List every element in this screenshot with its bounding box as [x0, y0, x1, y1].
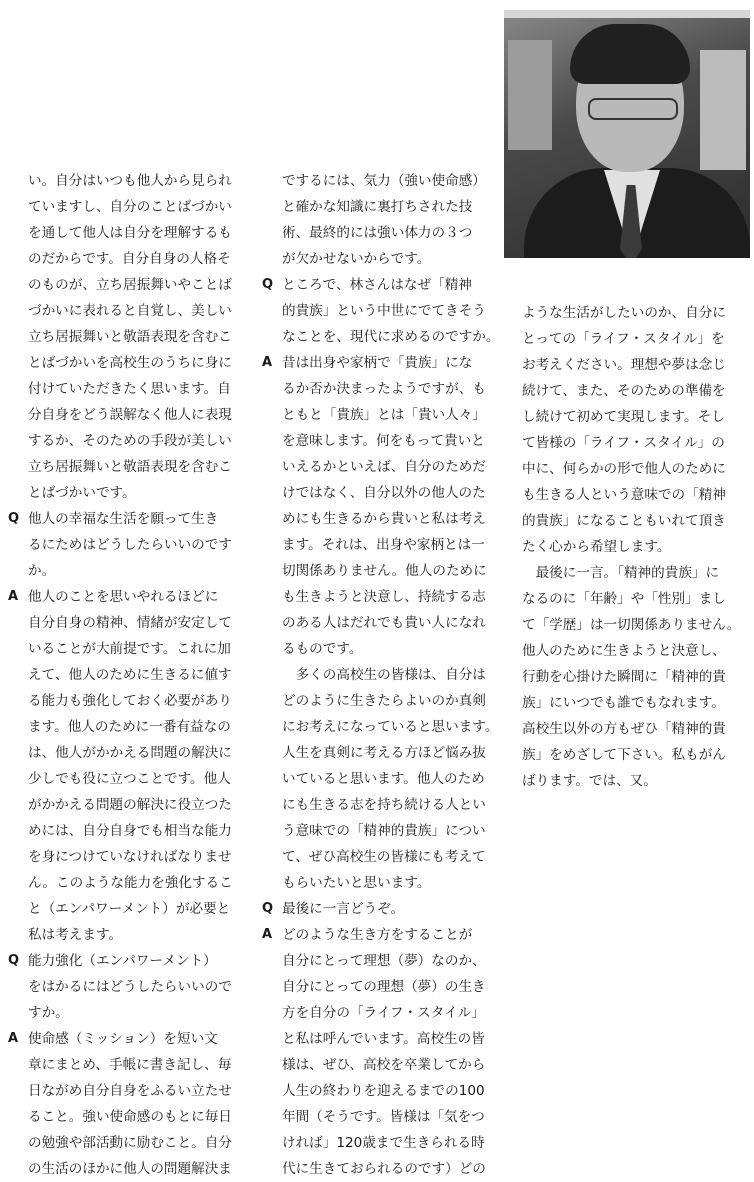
text-line: 的貴族」になることもいれて頂き — [522, 513, 726, 529]
text-line: ともと「貴族」とは「貴い人々」 — [282, 407, 486, 423]
answer-marker: A — [262, 927, 273, 942]
text-line: なことを、現代に求めるのですか。 — [282, 329, 500, 345]
text-line: 私は考えます。 — [28, 927, 123, 943]
text-line: 分自身をどう誤解なく他人に表現 — [28, 407, 232, 423]
text-line: 的貴族」という中世にでてきそう — [282, 303, 486, 319]
text-line: がかかえる問題の解決に役立つた — [28, 797, 232, 813]
text-line: 行動を心掛けた瞬間に「精神的貴 — [522, 669, 726, 685]
text-line: を身につけていなければなりませ — [28, 849, 232, 865]
text-line: を通して他人は自分を理解するも — [28, 225, 232, 241]
text-line: 人生を真剣に考える方ほど悩み抜 — [282, 745, 486, 761]
text-line: い。自分はいつも他人から見られ — [28, 173, 232, 189]
text-line: けではなく、自分以外の他人のた — [282, 485, 486, 501]
text-line: にお考えになっていると思います。 — [282, 719, 499, 735]
text-line: て、ぜひ高校生の皆様にも考えて — [282, 849, 486, 865]
text-line: たく心から希望します。 — [522, 539, 671, 555]
text-line: とばづかいです。 — [28, 485, 136, 501]
text-line: 自分にとって理想（夢）なのか、 — [282, 953, 486, 969]
text-line: 方を自分の「ライフ・スタイル」 — [282, 1005, 485, 1021]
text-line: 付けていただきたく思います。自 — [28, 381, 231, 397]
text-line: と確かな知識に裏打ちされた技 — [282, 199, 473, 215]
text-line: づかいに表れると自覚し、美しい — [28, 303, 232, 319]
text-line: 最後に一言どうぞ。 — [282, 901, 405, 917]
text-line: どのように生きたらよいのか真剣 — [282, 693, 486, 709]
text-line: う意味での「精神的貴族」につい — [282, 823, 486, 839]
text-line: と私は呼んでいます。高校生の皆 — [282, 1031, 485, 1047]
text-line: の勉強や部活動に励むこと。自分 — [28, 1135, 232, 1151]
text-line: とばづかいを高校生のうちに身に — [28, 355, 232, 371]
text-line: とっての「ライフ・スタイル」を — [522, 331, 725, 347]
text-line: どのような生き方をすることが — [282, 927, 473, 943]
text-line: か。 — [28, 563, 56, 579]
text-line: のある人はだれでも貴い人になれ — [282, 615, 486, 631]
text-line: ような生活がしたいのか、自分に — [522, 305, 726, 321]
text-line: いることが大前提です。これに加 — [28, 641, 231, 657]
text-line: にも生きる志を持ち続ける人とい — [282, 797, 486, 813]
text-line: るにためはどうしたらいいのです — [28, 537, 232, 553]
text-line: ます。他人のために一番有益なの — [28, 719, 231, 735]
text-line: 切関係ありません。他人のために — [282, 563, 487, 579]
text-line: ん。このような能力を強化するこ — [28, 875, 233, 891]
text-line: 自分にとっての理想（夢）の生き — [282, 979, 486, 995]
text-line: ていますし、自分のことばづかい — [28, 199, 232, 215]
answer-marker: A — [262, 355, 273, 370]
answer-marker: A — [8, 589, 19, 604]
text-line: 多くの高校生の皆様は、自分は — [282, 667, 486, 683]
text-line: 中に、何らかの形で他人のために — [522, 461, 726, 477]
text-line: は、他人がかかえる問題の解決に — [28, 745, 232, 761]
text-line: 高校生以外の方もぜひ「精神的貴 — [522, 721, 726, 737]
text-line: 族」をめざして下さい。私もがん — [522, 747, 726, 763]
text-line: 族」にいつでも誰でもなれます。 — [522, 695, 725, 711]
question-marker: Q — [8, 953, 20, 968]
text-line: る能力も強化しておく必要があり — [28, 693, 232, 709]
text-line: ること。強い使命感のもとに毎日 — [28, 1109, 232, 1125]
text-line: めにも生きるから貴いと私は考え — [282, 511, 486, 527]
text-line: めには、自分自身でも相当な能力 — [28, 823, 232, 839]
text-line: 他人の幸福な生活を願って生き — [28, 511, 219, 527]
answer-marker: A — [8, 1031, 19, 1046]
text-line: のものが、立ち居振舞いやことば — [28, 277, 232, 293]
text-line: と（エンパワーメント）が必要と — [28, 901, 231, 917]
text-line: 他人のために生きようと決意し、 — [522, 643, 726, 659]
text-line: ければ」120歳まで生きられる時 — [282, 1135, 485, 1151]
text-line: 日ながめ自分自身をふるい立たせ — [28, 1083, 232, 1099]
text-column-3 — [522, 0, 754, 1100]
text-line: 章にまとめ、手帳に書き記し、毎 — [28, 1057, 232, 1073]
text-line: るか否か決まったようですが、も — [282, 381, 486, 397]
text-line: 術、最終的には強い体力の３つ — [282, 225, 473, 241]
text-line: 少しでも役に立つことです。他人 — [28, 771, 231, 787]
text-line: 最後に一言。「精神的貴族」に — [522, 565, 720, 581]
text-line: 自分自身の精神、情緒が安定して — [28, 615, 232, 631]
text-line: も生きようと決意し、持続する志 — [282, 589, 486, 605]
question-marker: Q — [8, 511, 20, 526]
text-line: 様は、ぜひ、高校を卒業してから — [282, 1057, 486, 1073]
text-line: ところで、林さんはなぜ「精神 — [282, 277, 472, 293]
text-line: 立ち居振舞いと敬語表現を含むこ — [28, 459, 232, 475]
text-line: を意味します。何をもって貴いと — [282, 433, 485, 449]
text-line: もらいたいと思います。 — [282, 875, 431, 891]
text-line: 代に生きておられるのです）どの — [282, 1161, 486, 1177]
text-line: 能力強化（エンパワーメント） — [28, 953, 217, 969]
text-line: 立ち居振舞いと敬語表現を含むこ — [28, 329, 232, 345]
text-line: するか、そのための手段が美しい — [28, 433, 232, 449]
text-line: をはかるにはどうしたらいいので — [28, 979, 232, 995]
text-line: し続けて初めて実現します。そし — [522, 409, 725, 425]
text-line: 使命感（ミッション）を短い文 — [28, 1031, 218, 1047]
text-line: て「学歴」は一切関係ありません。 — [522, 617, 741, 633]
text-line: お考えください。理想や夢は念じ — [522, 357, 726, 373]
text-column-1 — [8, 0, 248, 1177]
text-line: 昔は出身や家柄で「貴族」にな — [282, 355, 473, 371]
text-line: の生活のほかに他人の問題解決ま — [28, 1161, 232, 1177]
text-line: えて、他人のために生きるに値す — [28, 667, 232, 683]
text-column-2 — [262, 0, 508, 1177]
text-line: いていると思います。他人のため — [282, 771, 485, 787]
question-marker: Q — [262, 901, 274, 916]
text-line: ばります。では、又。 — [522, 773, 657, 789]
text-line: も生きる人という意味での「精神 — [522, 487, 726, 503]
text-line: ます。それは、出身や家柄とは一 — [282, 537, 485, 553]
text-line: のだからです。自分自身の人格そ — [28, 251, 231, 267]
text-line: でするには、気力（強い使命感） — [282, 173, 486, 189]
text-line: 年間（そうです。皆様は「気をつ — [282, 1109, 485, 1125]
text-line: て皆様の「ライフ・スタイル」の — [522, 435, 725, 451]
text-line: いえるかといえば、自分のためだ — [282, 459, 486, 475]
text-line: なるのに「年齢」や「性別」まし — [522, 591, 726, 607]
text-line: すか。 — [28, 1005, 69, 1021]
text-line: 続けて、また、そのための準備を — [522, 383, 726, 399]
text-line: 他人のことを思いやれるほどに — [28, 589, 219, 605]
text-line: 人生の終わりを迎えるまでの100 — [282, 1083, 485, 1099]
question-marker: Q — [262, 277, 274, 292]
text-line: が欠かせないからです。 — [282, 251, 431, 267]
text-line: るものです。 — [282, 641, 363, 657]
